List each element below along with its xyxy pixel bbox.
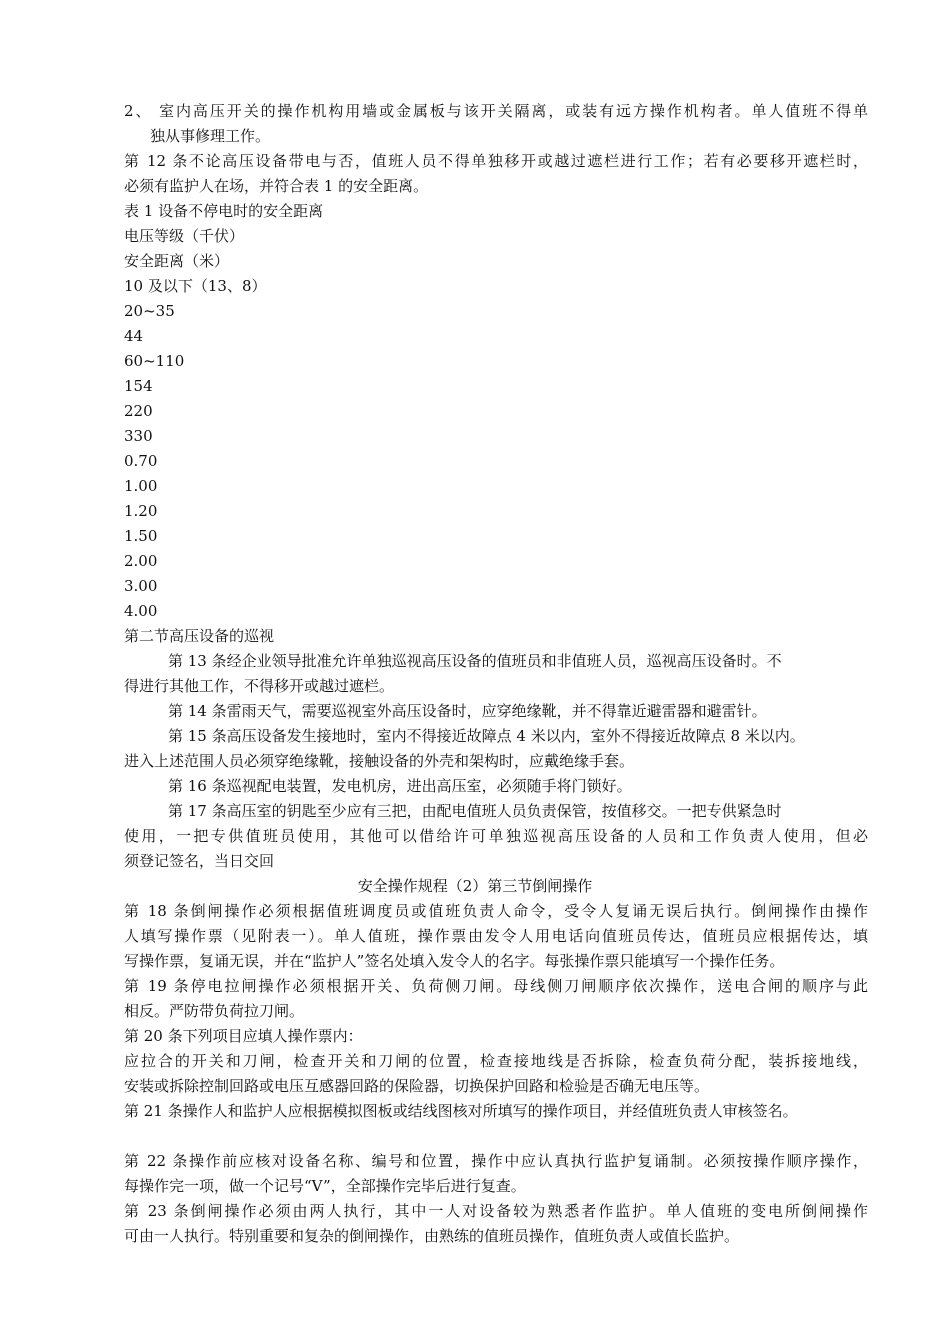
art17-line3: 须登记签名，当日交回 <box>124 852 275 870</box>
art20-line1: 第 20 条下列项目应填人操作票内： <box>124 1027 363 1045</box>
table1-voltage: 330 <box>124 427 153 445</box>
art13-line2: 得进行其他工作，不得移开或越过遮栏。 <box>124 677 395 695</box>
table1-distance: 4.00 <box>124 602 158 620</box>
table1-title: 表 1 设备不停电时的安全距离 <box>124 202 324 220</box>
table1-voltage: 20~35 <box>124 302 175 320</box>
art19-line2: 相反。严防带负荷拉刀闸。 <box>124 1002 305 1020</box>
section3-heading: 安全操作规程（2）第三节倒闸操作 <box>357 877 593 895</box>
art12-line2: 必须有监护人在场，并符合表 1 的安全距离。 <box>124 177 429 195</box>
art17-line2: 使用，一把专供值班员使用，其他可以借给许可单独巡视高压设备的人员和工作负责人使用，但必 <box>124 827 868 845</box>
section2-title: 第二节高压设备的巡视 <box>124 627 275 645</box>
art15-line2: 进入上述范围人员必须穿绝缘靴，接触设备的外壳和架构时，应戴绝缘手套。 <box>124 752 635 770</box>
art22-line2: 每操作完一项，做一个记号“V”，全部操作完毕后进行复查。 <box>124 1177 526 1195</box>
art17-line1: 第 17 条高压室的钥匙至少应有三把，由配电值班人员负责保管，按值移交。一把专供紧急时 <box>168 802 782 820</box>
table1-header-voltage: 电压等级（千伏） <box>124 227 245 245</box>
art14-line1: 第 14 条雷雨天气，需要巡视室外高压设备时，应穿绝缘靴，并不得靠近避雷器和避雷针。 <box>168 702 767 720</box>
art18-line2: 人填写操作票（见附表一）。单人值班，操作票由发令人用电话向值班员传达，值班员应根据传达，填 <box>124 927 868 945</box>
table1-distance: 3.00 <box>124 577 158 595</box>
art23-line1: 第 23 条倒闸操作必须由两人执行，其中一人对设备较为熟悉者作监护。单人值班的变电所倒闸操作 <box>124 1202 868 1220</box>
table1-voltage: 10 及以下（13、8） <box>124 277 267 295</box>
art18-line3: 写操作票，复诵无误，并在“监护人”签名处填入发令人的名字。每张操作票只能填写一个操作任务。 <box>124 952 785 970</box>
table1-distance: 1.50 <box>124 527 158 545</box>
table1-distance: 2.00 <box>124 552 158 570</box>
item2-line1: 2、 室内高压开关的操作机构用墙或金属板与该开关隔离，或装有远方操作机构者。单人值班不得单 <box>124 102 868 120</box>
item2-line2: 独从事修理工作。 <box>150 127 271 145</box>
art20-line3: 安装或拆除控制回路或电压互感器回路的保险器，切换保护回路和检验是否确无电压等。 <box>124 1077 710 1095</box>
art16-line1: 第 16 条巡视配电装置，发电机房，进出高压室，必须随手将门锁好。 <box>168 777 632 795</box>
art15-line1: 第 15 条高压设备发生接地时，室内不得接近故障点 4 米以内，室外不得接近故障点 8 米以内。 <box>168 727 805 745</box>
art21-line1: 第 21 条操作人和监护人应根据模拟图板或结线图核对所填写的操作项目，并经值班负责人审核签名。 <box>124 1102 798 1120</box>
table1-distance: 1.20 <box>124 502 158 520</box>
art13-line1: 第 13 条经企业领导批准允许单独巡视高压设备的值班员和非值班人员，巡视高压设备时。不 <box>168 652 782 670</box>
table1-voltage: 220 <box>124 402 153 420</box>
art23-line2: 可由一人执行。特别重要和复杂的倒闸操作，由熟练的值班员操作，值班负责人或值长监护。 <box>124 1227 740 1245</box>
art20-line2: 应拉合的开关和刀闸，检查开关和刀闸的位置，检查接地线是否拆除，检查负荷分配，装拆接地线， <box>124 1052 868 1070</box>
art18-line1: 第 18 条倒闸操作必须根据值班调度员或值班负责人命令，受令人复诵无误后执行。倒闸操作由操作 <box>124 902 868 920</box>
art19-line1: 第 19 条停电拉闸操作必须根据开关、负荷侧刀闸。母线侧刀闸顺序依次操作，送电合闸的顺序与此 <box>124 977 868 995</box>
art22-line1: 第 22 条操作前应核对设备名称、编号和位置，操作中应认真执行监护复诵制。必须按操作顺序操作， <box>124 1152 868 1170</box>
table1-distance: 1.00 <box>124 477 158 495</box>
table1-distance: 0.70 <box>124 452 158 470</box>
table1-voltage: 44 <box>124 327 144 345</box>
table1-header-distance: 安全距离（米） <box>124 252 230 270</box>
art12-line1: 第 12 条不论高压设备带电与否，值班人员不得单独移开或越过遮栏进行工作；若有必要移开遮栏时， <box>124 152 868 170</box>
table1-voltage: 154 <box>124 377 153 395</box>
table1-voltage: 60~110 <box>124 352 185 370</box>
